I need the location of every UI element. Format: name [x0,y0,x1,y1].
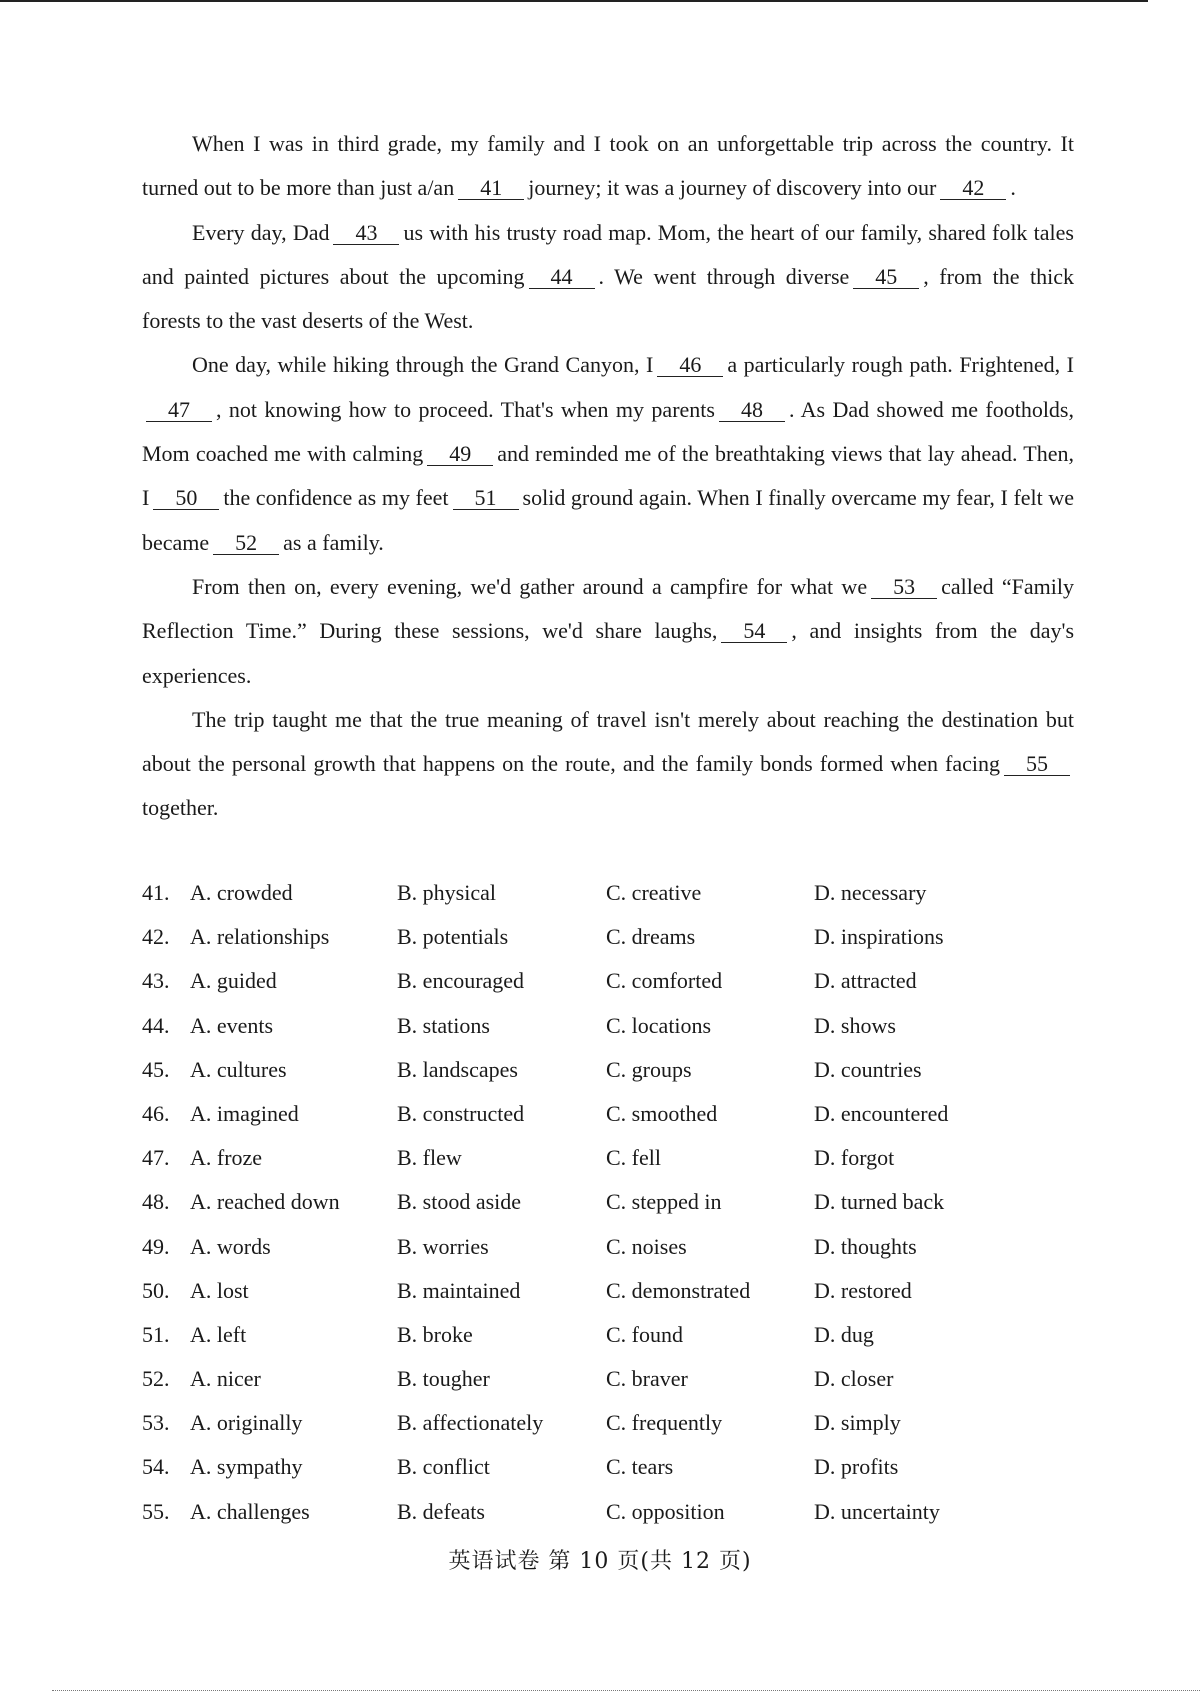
option-b: B. potentials [397,924,509,950]
option-a: A. challenges [190,1498,310,1524]
option-d: D. necessary [814,880,927,905]
blank-55: 55 [1004,753,1070,776]
option-d: D. profits [814,1454,899,1480]
option-d: D. turned back [814,1189,945,1215]
question-49-options [142,1225,1042,1269]
option-b: B. stood aside [397,1189,522,1215]
option-c: C. fell [606,1145,661,1171]
option-a: A. imagined [190,1100,299,1126]
passage-text: Every day, Dad [192,219,330,245]
top-border-line [0,0,1148,2]
option-b: B. physical [397,880,496,905]
passage-text: the confidence as my feet [223,485,449,511]
option-b: B. landscapes [397,1056,518,1082]
passage-text: together. [142,795,219,821]
option-d: D. restored [814,1277,912,1303]
option-d: D. encountered [814,1100,949,1126]
question-46-options [142,1092,1042,1136]
option-c: C. demonstrated [606,1277,751,1303]
blank-48: 48 [719,399,785,422]
option-b: B. tougher [397,1366,490,1392]
option-c: C. frequently [606,1410,723,1436]
passage-text: , from the thick forests to the vast deserts of the West. [142,263,1074,334]
option-d: D. closer [814,1366,894,1392]
question-number: 46. [142,1100,170,1126]
question-number: 48. [142,1189,170,1215]
question-number: 45. [142,1056,170,1082]
paragraph-2 [142,211,1074,344]
passage-text: When I was in third grade, my family and I took on an unforgettable trip across the country. It turned out to be more than just a/an [142,131,1074,201]
answer-options [142,871,1042,1534]
cloze-passage [142,122,1074,831]
question-50-options [142,1269,1042,1313]
question-number: 49. [142,1233,170,1259]
passage-text: One day, while hiking through the Grand Canyon, I [192,352,654,378]
option-c: C. found [606,1321,683,1347]
option-a: A. events [190,1012,274,1038]
option-a: A. originally [190,1410,303,1436]
option-a: A. relationships [190,924,330,950]
question-number: 43. [142,968,170,994]
option-d: D. simply [814,1410,901,1436]
blank-50: 50 [153,487,219,510]
question-54-options [142,1445,1042,1489]
question-41-options [142,871,1042,915]
paragraph-1 [142,122,1074,211]
passage-text: as a family. [283,529,384,555]
blank-51: 51 [453,487,519,510]
passage-text: solid ground again. When I finally overcame my fear, I felt we became [142,485,1075,555]
option-d: D. shows [814,1012,896,1038]
blank-45: 45 [853,266,919,289]
option-a: A. cultures [190,1056,287,1082]
passage-text: . As Dad showed me footholds, Mom coached me with calming [142,396,1074,467]
option-a: A. crowded [190,880,293,905]
blank-47: 47 [146,399,212,422]
passage-text: a particularly rough path. Frightened, I [727,352,1074,378]
option-c: C. locations [606,1012,712,1038]
paragraph-3 [142,343,1074,564]
question-number: 51. [142,1321,170,1347]
passage-text: called “Family Reflection Time.” During these sessions, we'd share laughs, [142,573,1074,644]
blank-49: 49 [427,443,493,466]
option-d: D. attracted [814,968,917,994]
question-52-options [142,1357,1042,1401]
option-a: A. froze [190,1145,263,1171]
question-number: 52. [142,1366,170,1392]
question-number: 54. [142,1454,170,1480]
blank-52: 52 [213,532,279,555]
blank-46: 46 [657,354,723,377]
option-d: D. inspirations [814,924,944,950]
option-a: A. words [190,1233,271,1259]
question-47-options [142,1136,1042,1180]
option-b: B. stations [397,1012,490,1038]
option-d: D. dug [814,1321,874,1347]
passage-text: The trip taught me that the true meaning of travel isn't merely about reaching the destination but about the personal growth that happens on the route, and the family bonds formed when facing [142,706,1074,777]
question-number: 50. [142,1277,170,1303]
option-b: B. broke [397,1321,473,1347]
option-b: B. maintained [397,1277,521,1303]
blank-53: 53 [871,576,937,599]
question-51-options [142,1313,1042,1357]
passage-text: , and insights from the day's experiences. [142,618,1075,688]
blank-42: 42 [940,177,1006,200]
question-45-options [142,1048,1042,1092]
bottom-border-line [52,1690,1200,1692]
option-c: C. groups [606,1056,692,1082]
passage-text: From then on, every evening, we'd gather around a campfire for what we [192,573,868,599]
option-a: A. guided [190,968,277,994]
option-d: D. thoughts [814,1233,917,1259]
passage-text: . We went through diverse [598,263,850,289]
question-42-options [142,915,1042,959]
question-43-options [142,959,1042,1003]
option-a: A. lost [190,1277,249,1303]
passage-text: . [1010,175,1016,201]
option-c: C. tears [606,1454,674,1480]
option-c: C. opposition [606,1498,725,1524]
question-53-options [142,1401,1042,1445]
option-a: A. nicer [190,1366,261,1392]
option-b: B. worries [397,1233,489,1259]
question-44-options [142,1004,1042,1048]
page-footer: 英语试卷 第 10 页(共 12 页) [448,1549,752,1574]
passage-text: us with his trusty road map. Mom, the heart of our family, shared folk tales and painted pictures about the upcoming [142,219,1074,289]
option-c: C. creative [606,880,702,905]
question-48-options [142,1180,1042,1224]
question-number: 42. [142,924,170,950]
question-number: 41. [142,880,170,905]
option-c: C. noises [606,1233,687,1259]
question-number: 44. [142,1012,170,1038]
option-c: C. dreams [606,924,696,950]
option-a: A. sympathy [190,1454,303,1480]
option-a: A. left [190,1321,247,1347]
option-b: B. defeats [397,1498,485,1524]
option-b: B. affectionately [397,1410,544,1436]
blank-44: 44 [529,266,595,289]
blank-54: 54 [721,620,787,643]
passage-text: journey; it was a journey of discovery into our [528,175,937,201]
option-d: D. countries [814,1056,922,1082]
option-c: C. comforted [606,968,723,994]
option-b: B. flew [397,1145,462,1171]
paragraph-5 [142,698,1074,831]
question-number: 47. [142,1145,170,1171]
question-number: 55. [142,1498,170,1524]
option-d: D. uncertainty [814,1498,940,1524]
option-c: C. smoothed [606,1100,718,1126]
option-a: A. reached down [190,1189,340,1215]
passage-text: , not knowing how to proceed. That's when my parents [216,396,715,422]
option-b: B. encouraged [397,968,525,994]
blank-41: 41 [458,177,524,200]
option-c: C. braver [606,1366,688,1392]
option-d: D. forgot [814,1145,895,1171]
blank-43: 43 [333,222,399,245]
option-b: B. conflict [397,1454,490,1480]
question-55-options [142,1490,1042,1534]
option-b: B. constructed [397,1100,525,1126]
paragraph-4 [142,565,1074,698]
passage-text: and reminded me of the breathtaking views that lay ahead. Then, I [142,441,1074,511]
option-c: C. stepped in [606,1189,722,1215]
question-number: 53. [142,1410,170,1436]
